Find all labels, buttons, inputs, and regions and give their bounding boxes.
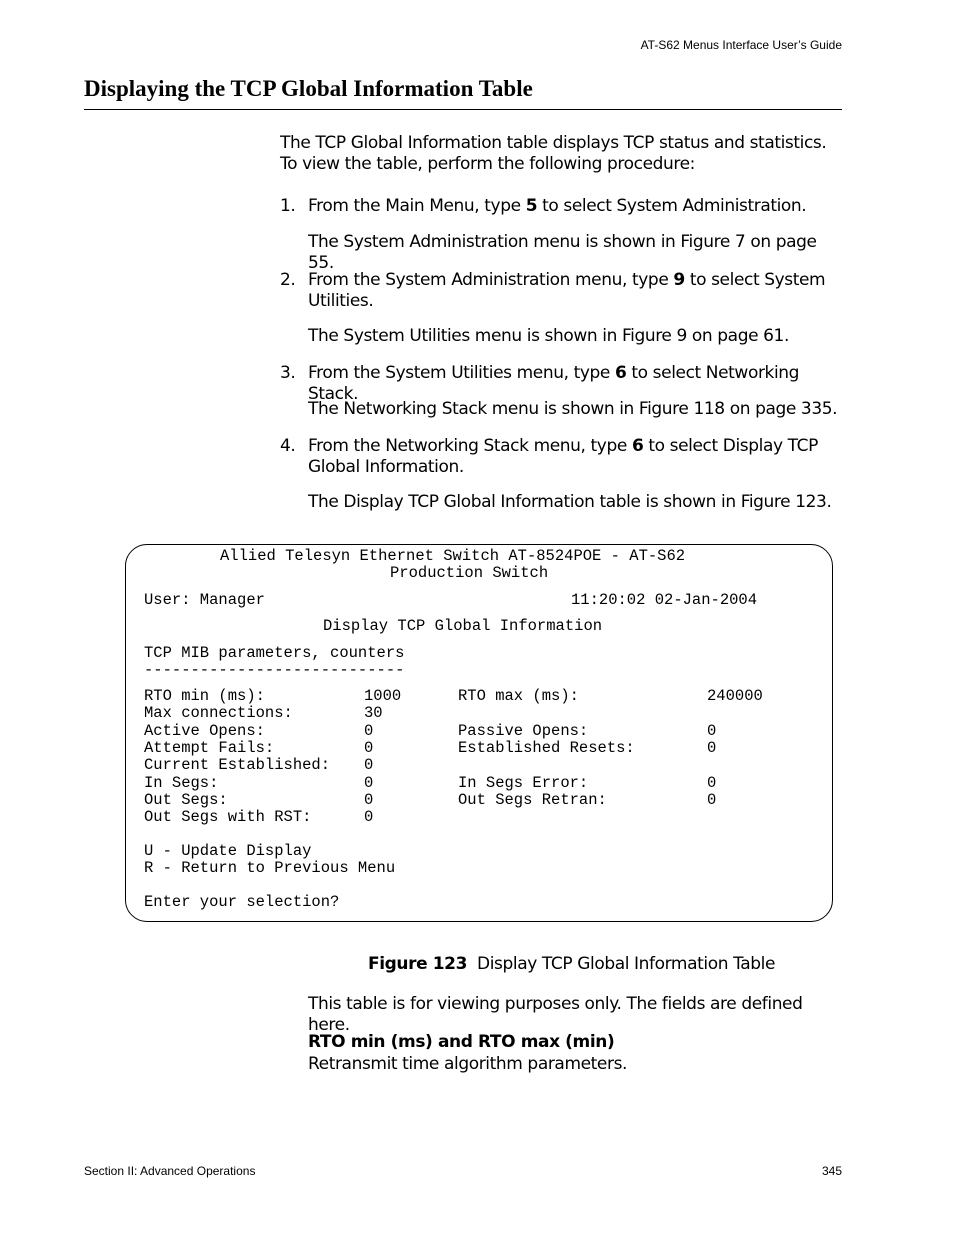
footer-section: Section II: Advanced Operations bbox=[84, 1164, 256, 1178]
stat-label: Passive Opens: bbox=[458, 721, 589, 740]
after-note: This table is for viewing purposes only. The fields are defined here. bbox=[308, 994, 803, 1035]
terminal-user: User: Manager bbox=[144, 591, 265, 609]
step-text: From the System Administration menu, type 9 to select System Utilities. bbox=[308, 270, 826, 311]
running-header: AT-S62 Menus Interface User’s Guide bbox=[640, 38, 842, 52]
stat-label: Active Opens: bbox=[144, 721, 265, 740]
stat-value: 240000 bbox=[707, 687, 763, 705]
stat-value: 1000 bbox=[364, 687, 402, 705]
stat-label: Out Segs: bbox=[144, 790, 228, 809]
stat-value: 30 bbox=[364, 704, 383, 723]
stat-value: 0 bbox=[364, 790, 374, 809]
stat-value: 0 bbox=[364, 808, 374, 827]
stat-value: 0 bbox=[707, 721, 717, 740]
stat-value: 0 bbox=[364, 756, 374, 775]
section-title: Displaying the TCP Global Information Table bbox=[84, 76, 533, 101]
terminal-separator: ---------------------------- bbox=[144, 661, 405, 679]
stat-label: In Segs: bbox=[144, 773, 219, 792]
figure-label: Figure 123 bbox=[368, 954, 468, 974]
step-note: The Networking Stack menu is shown in Figure 118 on page 335. bbox=[308, 399, 838, 419]
terminal-banner-sub: Production Switch bbox=[390, 564, 549, 582]
step-number: 1. bbox=[280, 196, 296, 216]
selection-prompt[interactable]: Enter your selection? bbox=[144, 893, 340, 911]
step-text: From the Networking Stack menu, type 6 to select Display TCP Global Information. bbox=[308, 436, 818, 477]
stat-label: Out Segs with RST: bbox=[144, 808, 312, 827]
stat-value: 0 bbox=[364, 773, 374, 792]
step-number: 4. bbox=[280, 436, 296, 456]
terminal-screen bbox=[125, 544, 833, 922]
stat-value: 0 bbox=[707, 790, 717, 809]
stat-label: Max connections: bbox=[144, 704, 293, 723]
title-rule bbox=[84, 109, 842, 110]
page-number: 345 bbox=[821, 1164, 842, 1178]
field-title: RTO min (ms) and RTO max (min) bbox=[308, 1032, 615, 1052]
menu-option-return[interactable]: R - Return to Previous Menu bbox=[144, 859, 396, 877]
terminal-banner: Allied Telesyn Ethernet Switch AT-8524POE - AT-S62 bbox=[220, 547, 686, 565]
stat-value: 0 bbox=[364, 738, 374, 757]
terminal-screen-title: Display TCP Global Information bbox=[323, 617, 603, 635]
stat-label: In Segs Error: bbox=[458, 773, 589, 792]
step-number: 2. bbox=[280, 270, 296, 290]
step-note: The System Utilities menu is shown in Figure 9 on page 61. bbox=[308, 326, 789, 346]
menu-option-update[interactable]: U - Update Display bbox=[144, 842, 312, 860]
intro-paragraph: The TCP Global Information table displays TCP status and statistics. To view the table, perform the following procedure: bbox=[280, 133, 827, 174]
stat-value: 0 bbox=[707, 773, 717, 792]
stat-label: Current Established: bbox=[144, 756, 331, 775]
terminal-timestamp: 11:20:02 02-Jan-2004 bbox=[571, 591, 758, 609]
field-description: Retransmit time algorithm parameters. bbox=[308, 1054, 628, 1074]
stat-value: 0 bbox=[364, 721, 374, 740]
stat-label: Out Segs Retran: bbox=[458, 790, 607, 809]
step-key: 6 bbox=[631, 436, 644, 456]
step-note: The Display TCP Global Information table is shown in Figure 123. bbox=[308, 492, 832, 512]
step-text: From the System Utilities menu, type 6 to select Networking Stack. bbox=[308, 363, 800, 404]
figure-caption: Figure 123 Display TCP Global Information Table bbox=[368, 954, 776, 974]
step-number: 3. bbox=[280, 363, 296, 383]
step-note: The System Administration menu is shown in Figure 7 on page 55. bbox=[308, 232, 817, 273]
stat-label: RTO max (ms): bbox=[458, 687, 579, 705]
step-key: 5 bbox=[525, 196, 538, 216]
step-key: 9 bbox=[673, 270, 685, 290]
stat-label: Established Resets: bbox=[458, 738, 635, 757]
step-key: 6 bbox=[614, 363, 627, 383]
step-text: From the Main Menu, type 5 to select System Administration. bbox=[308, 196, 807, 216]
stat-label: Attempt Fails: bbox=[144, 738, 275, 757]
terminal-group-title: TCP MIB parameters, counters bbox=[144, 644, 405, 662]
stat-value: 0 bbox=[707, 738, 717, 757]
stat-label: RTO min (ms): bbox=[144, 687, 265, 705]
